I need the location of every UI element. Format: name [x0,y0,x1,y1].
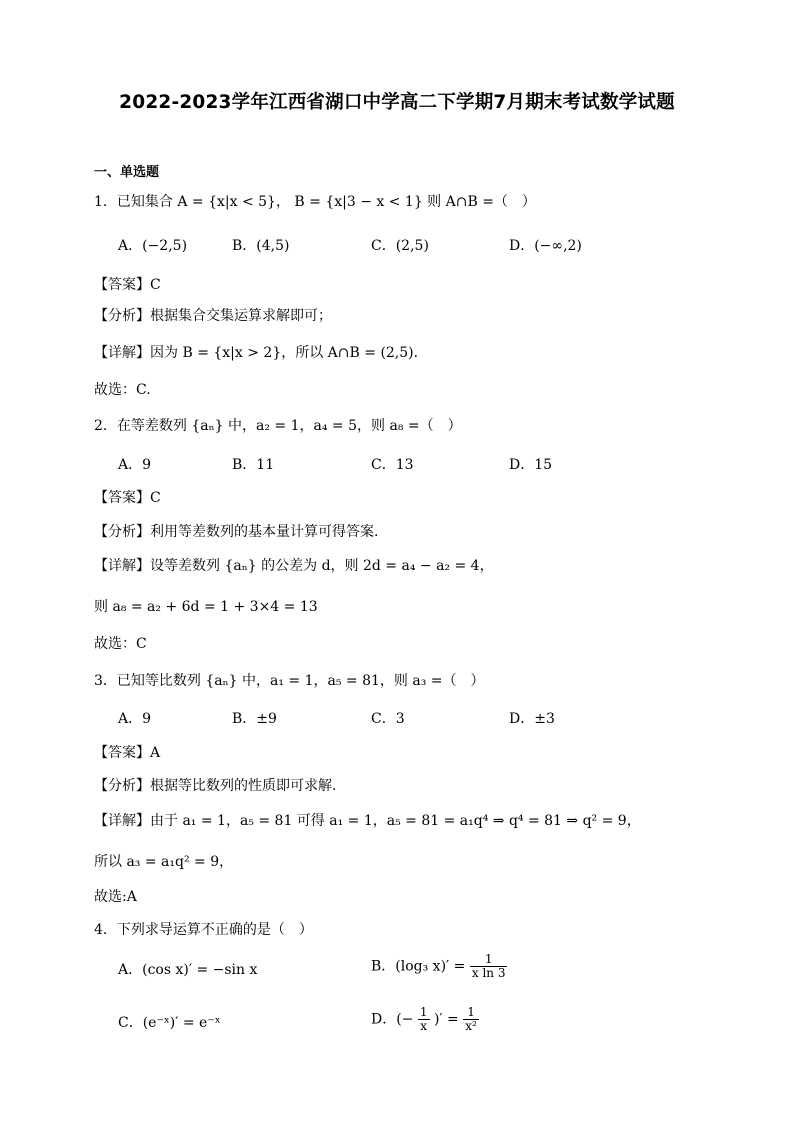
fraction-numerator: 1 [463,1006,479,1020]
q2-answer-value: C [150,490,161,506]
q4-option-d-left: D．(− [371,1011,414,1028]
q1-conclusion: 故选：C. [94,382,151,398]
q3-option-b: B．±9 [232,711,277,727]
q4-option-b [371,953,507,980]
analysis-tag: 【分析】 [94,778,150,794]
q3-analysis-text: 根据等比数列的性质即可求解. [150,778,337,794]
section-heading: 一、单选题 [94,165,160,180]
answer-tag: 【答案】 [94,490,150,506]
q3-conclusion: 故选:A [94,889,137,905]
q4-option-b-left: B．(log₃ x)′ = [371,958,466,975]
q1-option-a: A．(−2,5) [118,238,188,254]
q3-option-d: D．±3 [509,711,555,727]
q4-option-d-mid: )′ = [433,1011,459,1028]
question-1-stem: 1．已知集合 A = {x|x < 5}， B = {x|3 − x < 1} 则 A∩B =（ ） [94,194,536,210]
detail-tag: 【详解】 [94,558,150,574]
fraction-numerator: 1 [470,953,508,967]
q2-detail-text: 设等差数列 {aₙ} 的公差为 d，则 2d = a₄ − a₂ = 4， [150,558,494,574]
q4-option-a: A．(cos x)′ = −sin x [118,962,258,978]
q2-detail-2: 则 a₈ = a₂ + 6d = 1 + 3×4 = 13 [94,599,318,615]
fraction-denominator: x [420,1019,428,1033]
q4-option-d-inner-fraction [418,1006,430,1033]
q3-answer [94,743,160,763]
q3-option-a: A．9 [118,711,152,727]
fraction-denominator: x² [465,1019,477,1033]
q2-analysis [94,522,378,542]
q2-analysis-text: 利用等差数列的基本量计算可得答案. [150,524,379,540]
q3-analysis [94,776,336,796]
q4-option-c: C．(e⁻ˣ)′ = e⁻ˣ [118,1015,221,1031]
q3-option-c: C．3 [371,711,405,727]
q1-option-d: D．(−∞,2) [509,238,582,254]
detail-tag: 【详解】 [94,813,150,829]
q2-option-d: D．15 [509,457,553,473]
q1-answer [94,275,161,295]
q3-detail [94,811,641,831]
fraction-numerator: 1 [419,1005,428,1019]
detail-tag: 【详解】 [94,345,150,361]
fraction-denominator: x ln 3 [471,966,506,980]
q3-answer-value: A [150,745,161,761]
analysis-tag: 【分析】 [94,524,150,540]
q4-option-d-fraction [463,1006,479,1033]
q1-analysis-text: 根据集合交集运算求解即可； [150,308,332,324]
q2-option-b: B．11 [232,457,275,473]
q2-answer [94,488,161,508]
question-2-stem: 2．在等差数列 {aₙ} 中，a₂ = 1，a₄ = 5，则 a₈ =（ ） [94,418,462,434]
q3-detail-2: 所以 a₃ = a₁q² = 9， [94,854,234,870]
q4-option-b-fraction [470,953,508,980]
answer-tag: 【答案】 [94,277,150,293]
question-4-stem: 4．下列求导运算不正确的是（ ） [94,922,313,938]
analysis-tag: 【分析】 [94,308,150,324]
q1-answer-value: C [150,277,161,293]
q1-option-c: C．(2,5) [371,238,429,254]
q2-option-a: A．9 [118,457,152,473]
q1-analysis [94,306,332,326]
q3-detail-text: 由于 a₁ = 1，a₅ = 81 可得 a₁ = 1，a₅ = 81 = a₁q⁴ ⇒ q⁴ = 81 ⇒ q² = 9， [150,813,641,829]
q2-detail [94,556,494,576]
q2-conclusion: 故选：C [94,636,147,652]
page-title: 2022-2023学年江西省湖口中学高二下学期7月期末考试数学试题 [119,92,675,113]
q4-option-d [371,1006,479,1033]
q1-detail [94,343,428,363]
q1-option-b: B．(4,5) [232,238,290,254]
question-3-stem: 3．已知等比数列 {aₙ} 中，a₁ = 1，a₅ = 81，则 a₃ =（ ） [94,673,485,689]
q2-option-c: C．13 [371,457,414,473]
answer-tag: 【答案】 [94,745,150,761]
q1-detail-text: 因为 B = {x|x > 2}，所以 A∩B = (2,5)． [150,345,428,361]
